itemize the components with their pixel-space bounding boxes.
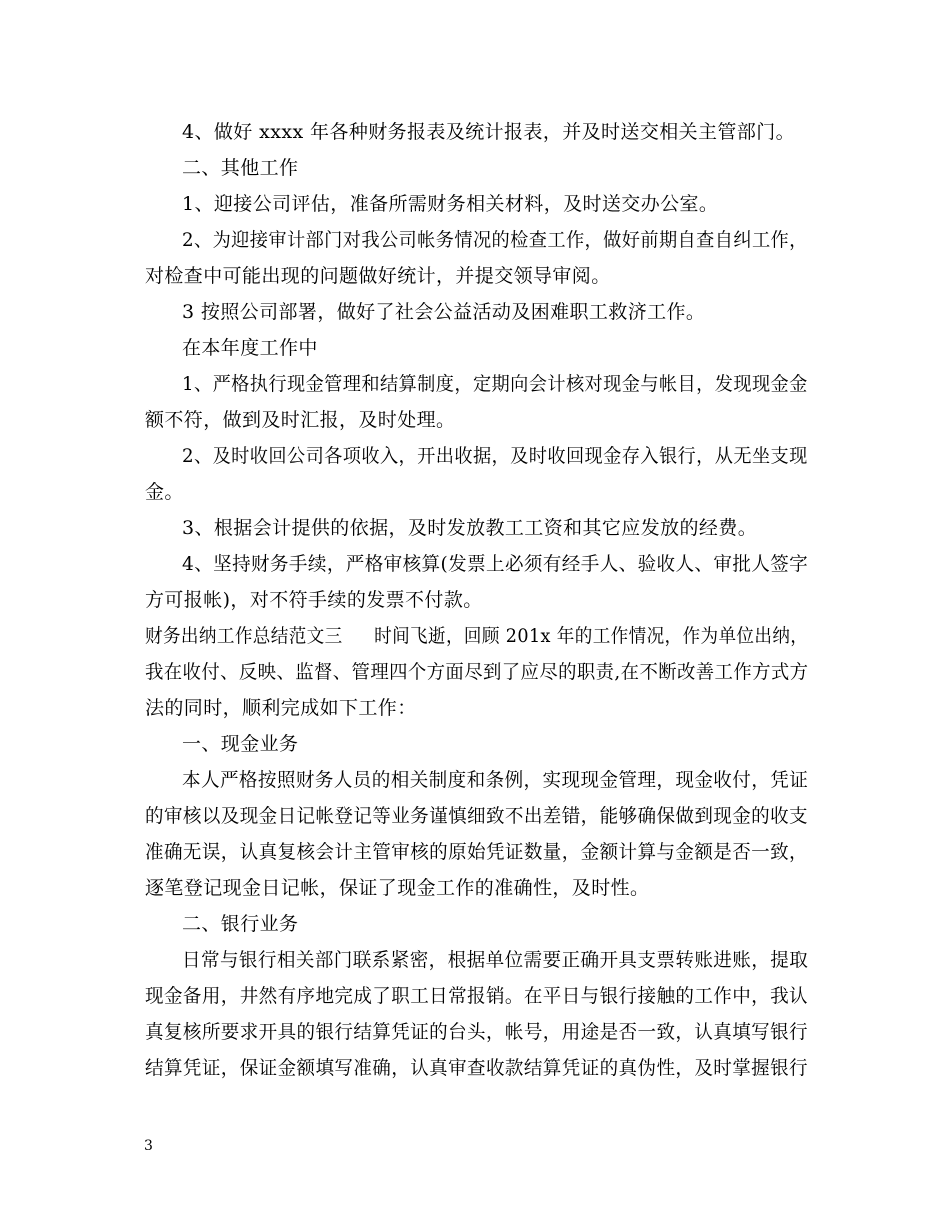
text-line: 真复核所要求开具的银行结算凭证的台头，帐号，用途是否一致，认真填写银行 <box>145 1021 808 1043</box>
text-line: 结算凭证，保证金额填写准确，认真审查收款结算凭证的真伪性，及时掌握银行 <box>145 1057 808 1079</box>
text-line: 额不符，做到及时汇报，及时处理。 <box>145 409 456 431</box>
text-line: 4、做好 xxxx 年各种财务报表及统计报表，并及时送交相关主管部门。 <box>182 121 796 143</box>
text-line: 金。 <box>145 481 184 503</box>
section-heading: 二、其他工作 <box>182 157 299 179</box>
text-line: 3、根据会计提供的依据，及时发放教工工资和其它应发放的经费。 <box>182 517 758 539</box>
text-line: 方可报帐)，对不符手续的发票不付款。 <box>145 589 483 611</box>
text-line: 本人严格按照财务人员的相关制度和条例，实现现金管理，现金收付，凭证 <box>182 769 809 791</box>
text-line: 3 按照公司部署，做好了社会公益活动及困难职工救济工作。 <box>182 301 706 323</box>
text-line: 法的同时，顺利完成如下工作： <box>145 697 417 719</box>
text-line <box>145 624 808 648</box>
page-number: 3 <box>144 1138 153 1154</box>
text-line: 1、严格执行现金管理和结算制度，定期向会计核对现金与帐目，发现现金金 <box>182 373 808 395</box>
text-line: 1、迎接公司评估，准备所需财务相关材料，及时送交办公室。 <box>182 193 719 215</box>
text-line: 的审核以及现金日记帐登记等业务谨慎细致不出差错，能够确保做到现金的收支 <box>145 805 808 827</box>
text-line: 2、及时收回公司各项收入，开出收据，及时收回现金存入银行，从无坐支现 <box>182 445 808 467</box>
text-line: 准确无误，认真复核会计主管审核的原始凭证数量，金额计算与金额是否一致， <box>145 841 808 863</box>
document-title: 财务出纳工作总结范文三 <box>145 625 343 647</box>
text-line: 我在收付、反映、监督、管理四个方面尽到了应尽的职责,在不断改善工作方式方 <box>145 661 809 683</box>
text-line: 2、为迎接审计部门对我公司帐务情况的检查工作，做好前期自查自纠工作， <box>182 229 808 251</box>
text-line: 现金备用，井然有序地完成了职工日常报销。在平日与银行接触的工作中，我认 <box>145 985 808 1007</box>
text-line: 日常与银行相关部门联系紧密，根据单位需要正确开具支票转账进账，提取 <box>182 949 809 971</box>
section-heading: 一、现金业务 <box>182 733 299 755</box>
text-line-continuation: 时间飞逝，回顾 201x 年的工作情况，作为单位出纳， <box>374 625 809 647</box>
text-line: 4、坚持财务手续，严格审核算(发票上必须有经手人、验收人、审批人签字 <box>182 553 809 575</box>
text-line: 对检查中可能出现的问题做好统计，并提交领导审阅。 <box>145 265 611 287</box>
section-heading: 二、银行业务 <box>182 913 299 935</box>
text-line: 逐笔登记现金日记帐，保证了现金工作的准确性，及时性。 <box>145 877 650 899</box>
section-heading: 在本年度工作中 <box>182 337 318 359</box>
